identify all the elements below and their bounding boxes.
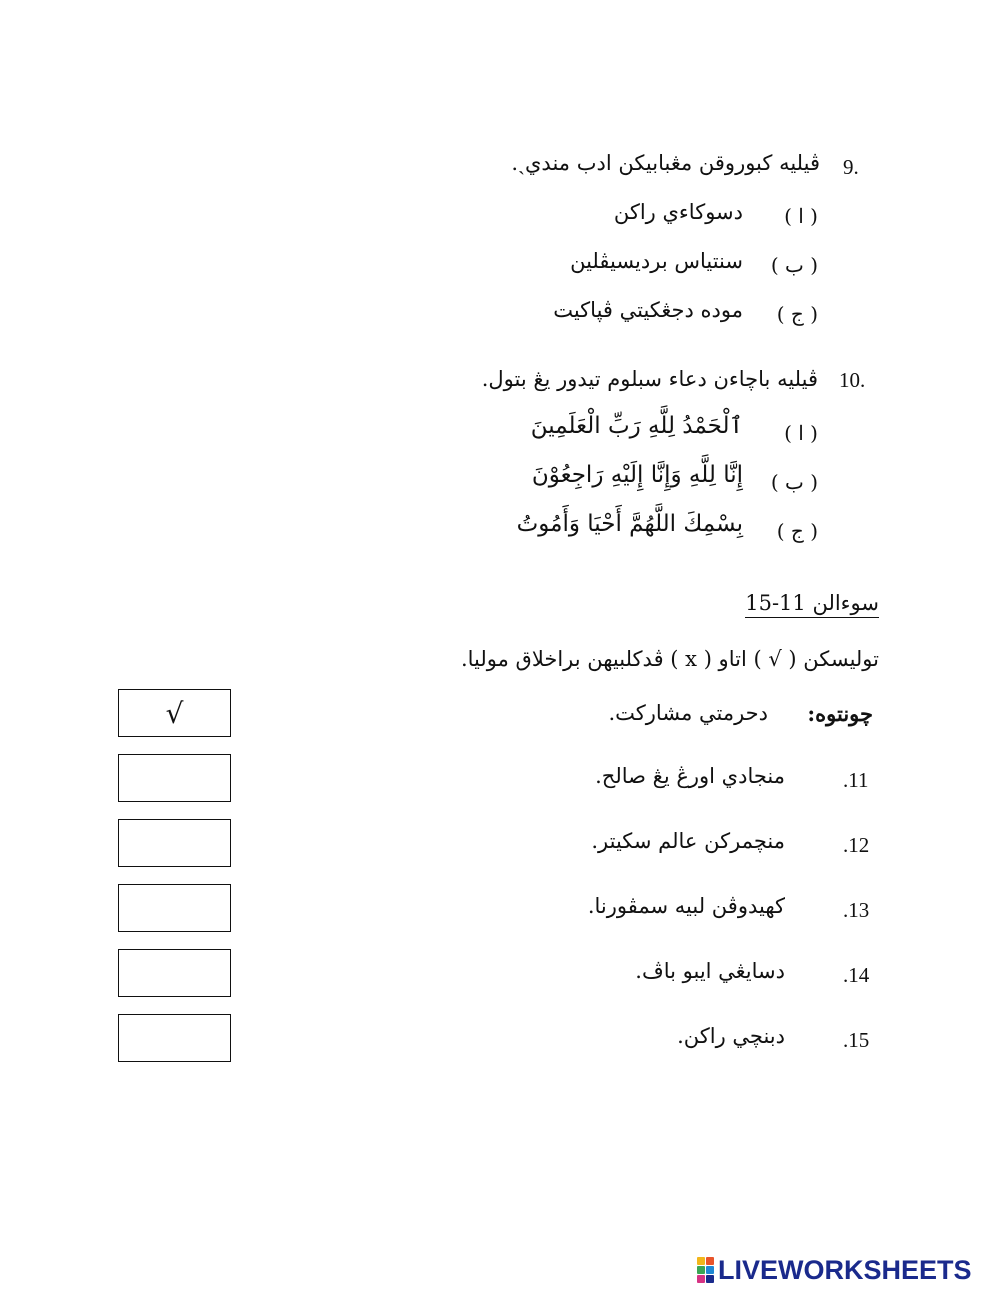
statement-11-text: منجادي اورڠ يڠ صالح. bbox=[595, 764, 785, 788]
section-title: سوءالن 11-15 bbox=[745, 591, 879, 618]
q9-option-c-text[interactable]: موده دجڠكيتي ڤپاكيت bbox=[553, 298, 743, 322]
example-answer-box: √ bbox=[118, 689, 231, 737]
statement-12-answer-box[interactable] bbox=[118, 819, 231, 867]
q9-option-b-text[interactable]: سنتياس برديسيڤلين bbox=[570, 249, 743, 273]
statement-12-text: منچمركن عالم سكيتر. bbox=[591, 829, 785, 853]
section-instruction: توليسكن ( √ ) اتاو ( x ) ڤدكلبيهن براخلاق موليا. bbox=[460, 647, 879, 671]
statement-11-number: .11 bbox=[843, 768, 869, 792]
statement-12-number: .12 bbox=[843, 833, 870, 857]
liveworksheets-logo-text: LIVEWORKSHEETS bbox=[718, 1254, 972, 1285]
statement-14-number: .14 bbox=[843, 963, 870, 987]
statement-14-text: دسايڠي ايبو باڤ. bbox=[635, 959, 785, 983]
question-10-number: 10. bbox=[839, 368, 866, 392]
q9-option-a-text[interactable]: دسوكاءي راكن bbox=[613, 200, 743, 224]
statement-13-answer-box[interactable] bbox=[118, 884, 231, 932]
liveworksheets-logo-icon bbox=[697, 1257, 714, 1283]
q10-option-b-text[interactable]: إِنَّا لِلَّهِ وَإِنَّا إِلَيْهِ رَاجِعُوْنَ bbox=[531, 462, 743, 488]
q10-option-c-label: ( ج ) bbox=[776, 519, 818, 543]
liveworksheets-logo bbox=[697, 1253, 972, 1287]
q10-option-c-text[interactable]: بِسْمِكَ اللَّهُمَّ أَحْيَا وَأَمُوتُ bbox=[516, 511, 743, 537]
statement-15-text: دبنچي راكن. bbox=[677, 1024, 785, 1048]
q9-option-c-label: ( ج ) bbox=[776, 302, 818, 326]
statement-14-answer-box[interactable] bbox=[118, 949, 231, 997]
statement-13-text: كهيدوڤن لبيه سمڤورنا. bbox=[587, 894, 785, 918]
question-10-text: ڤيليه باچاءن دعاء سبلوم تيدور يڠ بتول. bbox=[481, 367, 818, 391]
q9-option-b-label: ( ب ) bbox=[770, 253, 818, 277]
example-text: دحرمتي مشاركت. bbox=[608, 701, 768, 725]
example-label: چونتوه: bbox=[807, 701, 873, 726]
statement-15-number: .15 bbox=[843, 1028, 870, 1052]
q9-option-a-label: ( ا ) bbox=[784, 204, 818, 228]
statement-13-number: .13 bbox=[843, 898, 870, 922]
statement-15-answer-box[interactable] bbox=[118, 1014, 231, 1062]
question-9-number: 9. bbox=[843, 155, 859, 179]
q10-option-b-label: ( ب ) bbox=[770, 470, 818, 494]
question-9-text: ڤيليه كبوروقن مڠبابيكن ادب منديˏ. bbox=[511, 151, 820, 175]
q10-option-a-label: ( ا ) bbox=[784, 421, 818, 445]
statement-11-answer-box[interactable] bbox=[118, 754, 231, 802]
q10-option-a-text[interactable]: ٱلْحَمْدُ لِلَّهِ رَبِّ الْعَلَمِينَ bbox=[530, 413, 743, 439]
